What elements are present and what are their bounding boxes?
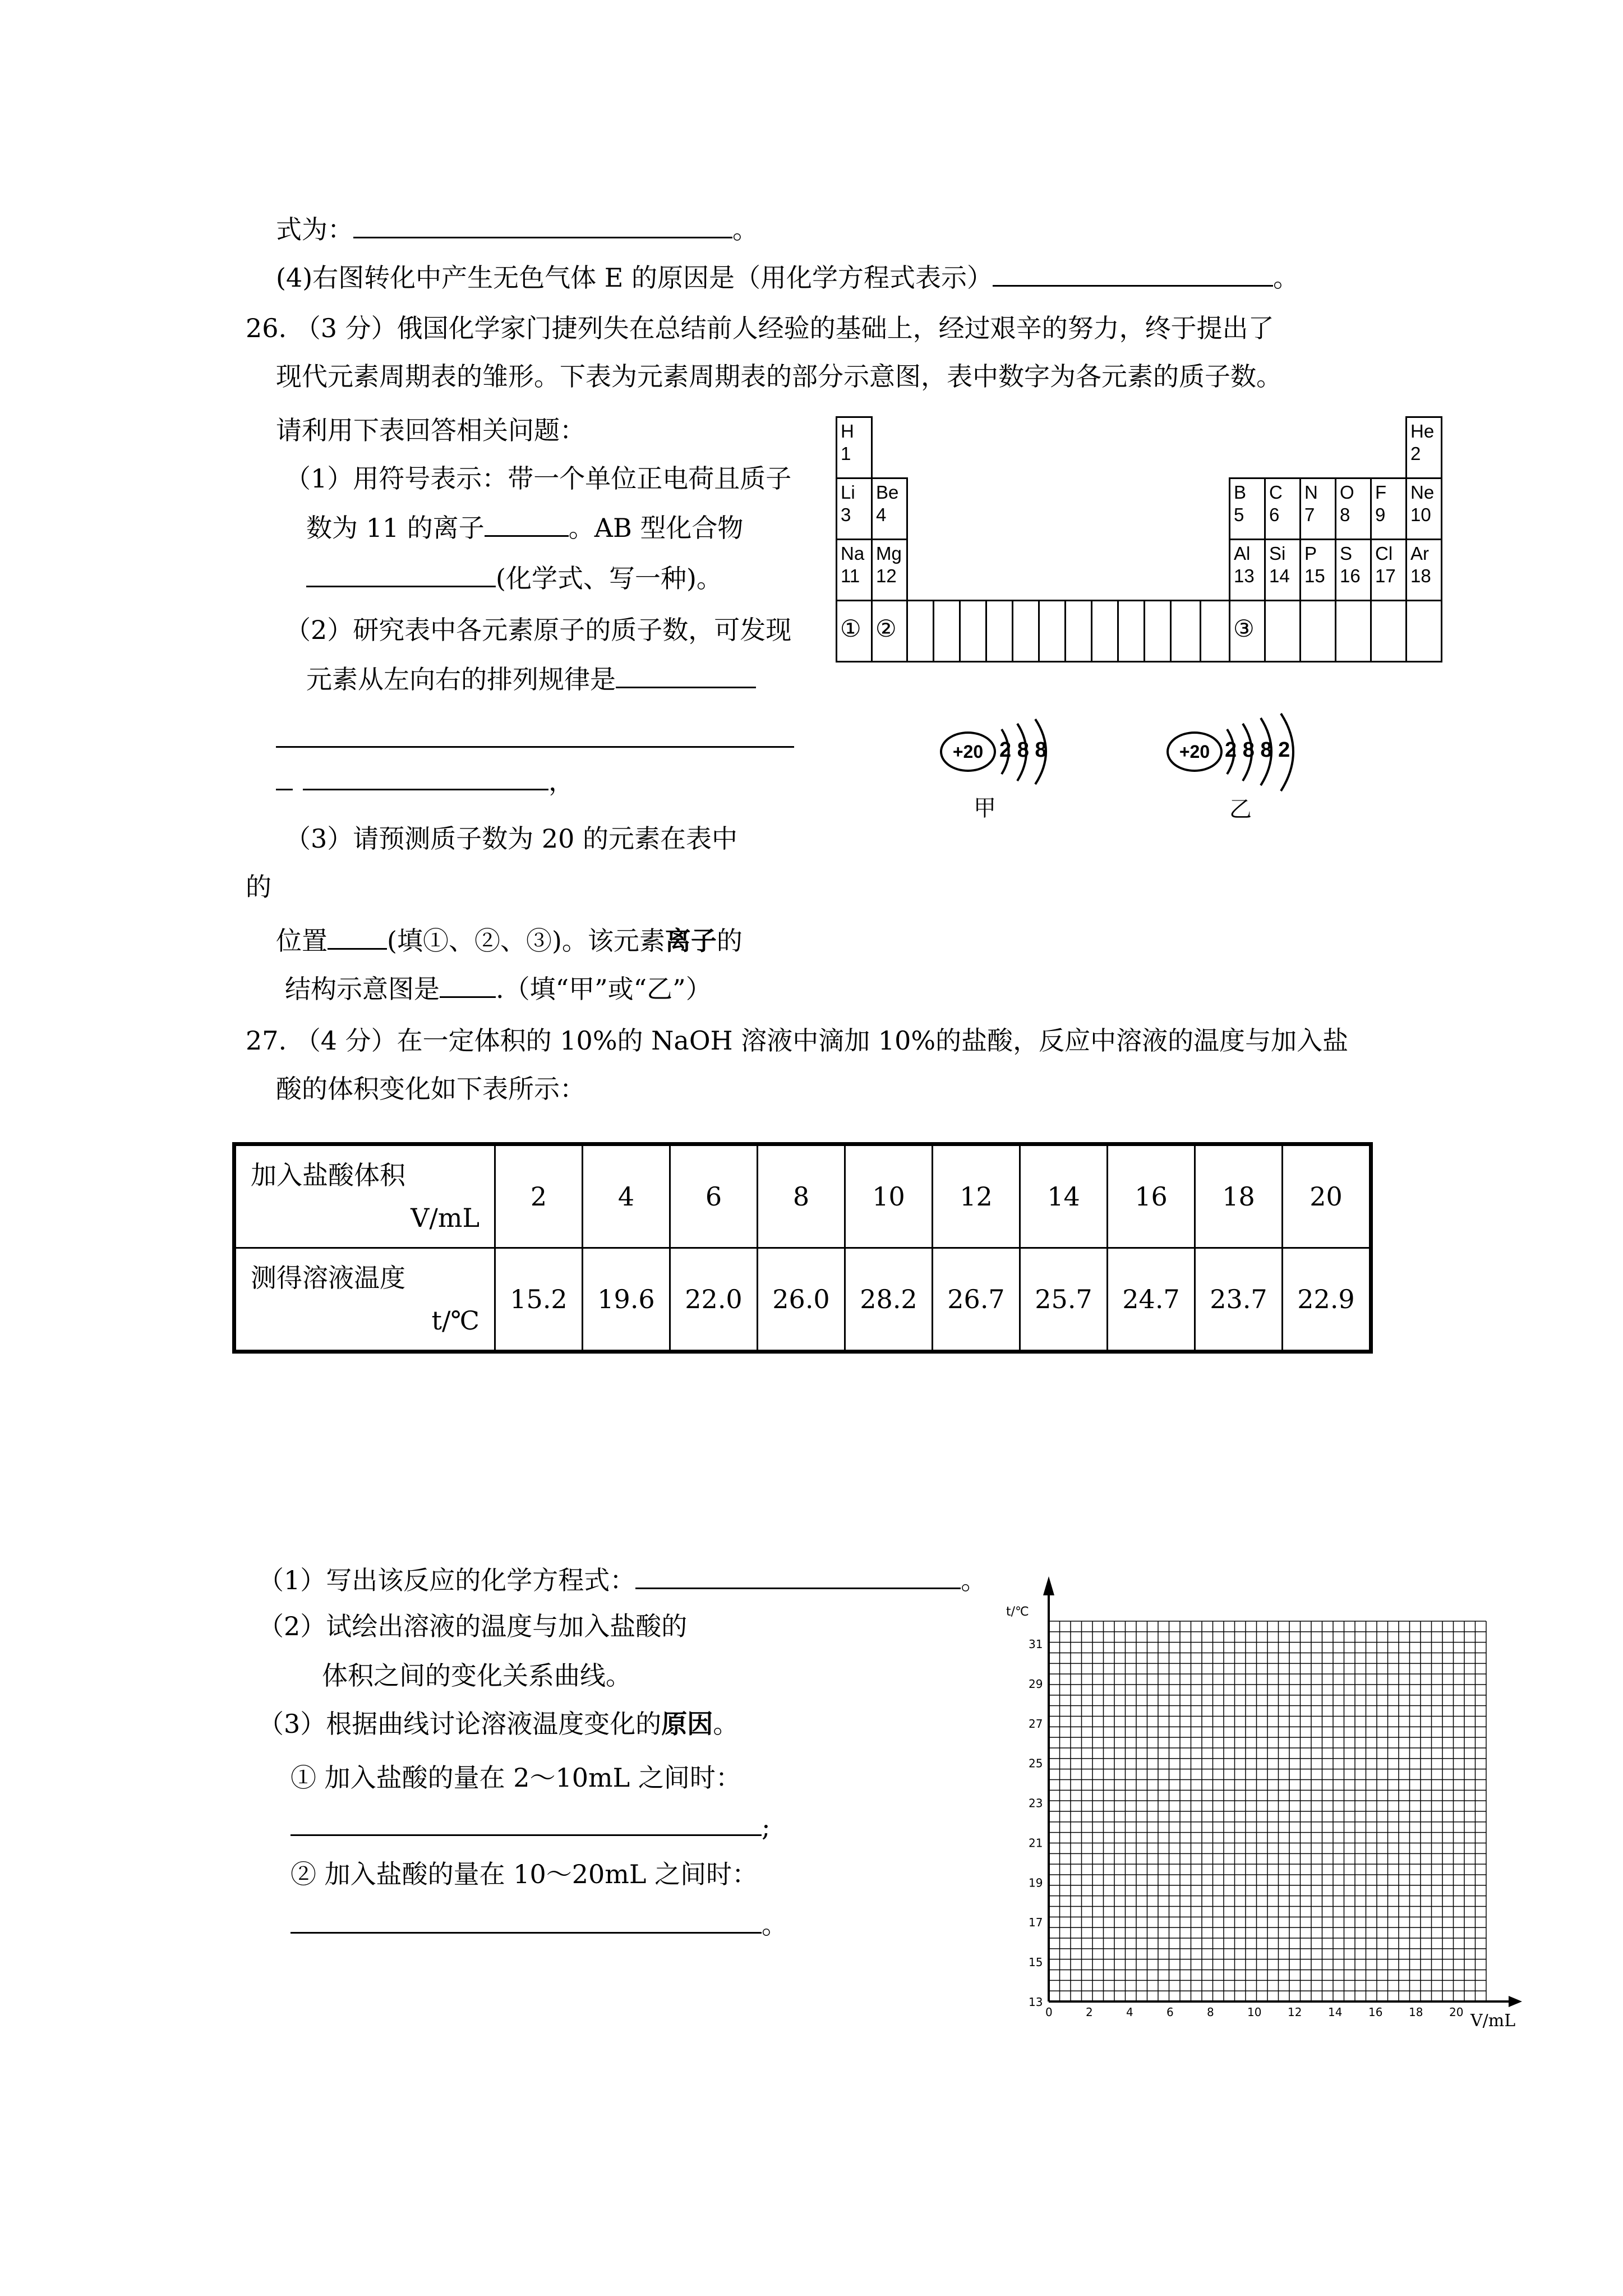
answer-blank[interactable] — [353, 212, 732, 238]
q27-sub-1-answer — [291, 1810, 771, 1843]
answer-blank[interactable] — [635, 1563, 961, 1589]
table-cell: 25.7 — [1020, 1248, 1108, 1352]
table-cell: 6 — [670, 1144, 758, 1248]
y-axis-arrow — [1043, 1576, 1054, 1595]
text: (填①、②、③)。该元素 — [387, 926, 665, 956]
y-tick-label: 25 — [1029, 1756, 1043, 1770]
element-cell: P 15 — [1299, 539, 1336, 601]
element-cell: Si 14 — [1264, 539, 1301, 601]
q26-part3-d — [285, 972, 712, 1005]
x-tick-label: 8 — [1207, 2005, 1214, 2019]
q27-sub-2: ② 加入盐酸的量在 10～20mL 之间时： — [291, 1859, 758, 1889]
position-marker-3: ③ — [1233, 615, 1255, 642]
label-yi: 乙 — [1229, 797, 1252, 822]
q26-part2-a: （2）研究表中各元素原子的质子数，可发现 — [285, 615, 792, 645]
empty-cell — [959, 600, 987, 662]
shell-arcs — [990, 718, 1063, 785]
q26-part2-d — [276, 764, 574, 798]
empty-cell — [1299, 600, 1336, 662]
element-cell: Ar 18 — [1405, 539, 1442, 601]
table-cell: 19.6 — [583, 1248, 670, 1352]
text: （1）写出该反应的化学方程式： — [258, 1565, 636, 1595]
row-header — [234, 1144, 495, 1248]
element-cell: Al 13 — [1229, 539, 1266, 601]
text: 结构示意图是 — [285, 974, 440, 1004]
header-text: 测得溶液温度 — [251, 1263, 405, 1293]
element-cell: O 8 — [1335, 477, 1372, 540]
table-cell: 10 — [845, 1144, 933, 1248]
element-cell: Cl 17 — [1370, 539, 1407, 601]
top-line-1 — [276, 212, 758, 246]
text: （3）根据曲线讨论溶液温度变化的 — [258, 1709, 662, 1739]
element-cell: N 7 — [1299, 477, 1336, 540]
table-cell: 26.7 — [933, 1248, 1020, 1352]
table-cell: 23.7 — [1195, 1248, 1283, 1352]
q27-part2-b: 体积之间的变化关系曲线。 — [322, 1660, 631, 1691]
table-row — [234, 1248, 1371, 1352]
answer-blank[interactable] — [276, 764, 293, 790]
answer-blank[interactable] — [993, 260, 1273, 287]
label-jia: 甲 — [974, 796, 996, 821]
table-cell: 24.7 — [1108, 1248, 1195, 1352]
text: (化学式、写一种)。 — [496, 563, 722, 593]
y-tick-label: 31 — [1029, 1637, 1043, 1651]
x-tick-label: 6 — [1166, 2005, 1174, 2019]
q27-line-2: 酸的体积变化如下表所示： — [276, 1074, 585, 1104]
x-tick-label: 12 — [1288, 2005, 1302, 2019]
empty-cell — [906, 600, 934, 662]
q27-sub-2-answer — [291, 1907, 787, 1941]
nucleus: +20 — [940, 731, 996, 772]
q27-line-1: 27. （4 分）在一定体积的 10%的 NaOH 溶液中滴加 10%的盐酸，反应中溶液的温度与加入盐 — [246, 1025, 1349, 1056]
element-cell: Mg 12 — [871, 539, 908, 601]
header-text: 加入盐酸体积 — [251, 1160, 405, 1190]
empty-cell — [1264, 600, 1301, 662]
empty-cell — [1064, 600, 1092, 662]
q26-part1-a: （1）用符号表示：带一个单位正电荷且质子 — [285, 463, 792, 494]
empty-cell — [1091, 600, 1119, 662]
element-cell: He 2 — [1405, 416, 1442, 479]
atom-diagram-yi — [1166, 712, 1335, 822]
table-cell: 16 — [1108, 1144, 1195, 1248]
text: 位置 — [276, 926, 328, 956]
element-cell: H 1 — [836, 416, 873, 479]
position-marker-1: ① — [840, 615, 861, 642]
line1-prefix: 式为： — [276, 214, 353, 245]
text: 。 — [961, 1565, 987, 1595]
emphasis-text: 原因 — [661, 1709, 713, 1739]
q26-part1-c — [306, 561, 722, 595]
grid-lines — [1049, 1621, 1486, 2001]
empty-cell — [985, 600, 1013, 662]
electron-shells: 2 8 8 — [999, 738, 1047, 762]
text: 数为 11 的离子 — [306, 513, 485, 543]
empty-cell — [1038, 600, 1066, 662]
q26-line-2: 现代元素周期表的雏形。下表为元素周期表的部分示意图，表中数字为各元素的质子数。 — [276, 361, 1282, 392]
element-cell: C 6 — [1264, 477, 1301, 540]
text: 。AB 型化合物 — [568, 513, 744, 543]
table-cell: 8 — [758, 1144, 845, 1248]
element-cell: Li 3 — [836, 477, 873, 540]
x-tick-label: 10 — [1247, 2005, 1262, 2019]
answer-line[interactable] — [276, 746, 794, 748]
answer-blank[interactable] — [306, 561, 496, 587]
element-cell: S 16 — [1335, 539, 1372, 601]
y-tick-label: 19 — [1029, 1876, 1043, 1890]
y-axis-label: t/℃ — [1006, 1605, 1029, 1619]
empty-cell — [1405, 600, 1442, 662]
answer-blank[interactable] — [303, 764, 548, 790]
table-cell: 18 — [1195, 1144, 1283, 1248]
empty-cell — [1117, 600, 1145, 662]
position-marker-2: ② — [875, 615, 897, 642]
table-cell: 28.2 — [845, 1248, 933, 1352]
element-cell: F 9 — [1370, 477, 1407, 540]
top-line-2 — [276, 260, 1299, 294]
text: .（填“甲”或“乙”） — [496, 974, 712, 1004]
x-tick-label: 18 — [1409, 2005, 1423, 2019]
unit-text: V/mL — [411, 1203, 479, 1233]
q27-part1 — [258, 1563, 986, 1596]
unit-text: t/℃ — [431, 1305, 479, 1336]
line1-suffix: 。 — [732, 214, 758, 245]
nucleus: +20 — [1166, 731, 1223, 772]
empty-cell — [1170, 600, 1201, 662]
q26-part3-a: （3）请预测质子数为 20 的元素在表中 — [285, 823, 738, 854]
x-tick-labels — [1045, 2005, 1463, 2019]
line2-text: (4)右图转化中产生无色气体 E 的原因是（用化学方程式表示） — [276, 263, 993, 293]
answer-blank[interactable] — [328, 923, 387, 950]
empty-cell — [1370, 600, 1407, 662]
text: 。 — [713, 1709, 739, 1739]
x-axis-label: V/mL — [1470, 2011, 1516, 2031]
table-cell: 2 — [495, 1144, 583, 1248]
y-tick-label: 21 — [1029, 1836, 1043, 1850]
row-header — [234, 1248, 495, 1352]
y-tick-label: 13 — [1029, 1995, 1043, 2009]
answer-blank[interactable] — [291, 1810, 762, 1836]
atom-diagram-jia — [940, 718, 1086, 821]
q27-part3-a — [258, 1708, 739, 1740]
q27-part2-a: （2）试绘出溶液的温度与加入盐酸的 — [258, 1611, 688, 1641]
shell-arcs — [1216, 712, 1311, 797]
element-cell: Be 4 — [871, 477, 908, 540]
x-tick-label: 4 — [1126, 2005, 1133, 2019]
x-axis-arrow — [1509, 1996, 1522, 2007]
x-tick-label: 2 — [1086, 2005, 1093, 2019]
element-cell: Ne 10 — [1405, 477, 1442, 540]
x-tick-label: 16 — [1368, 2005, 1383, 2019]
x-tick-label: 14 — [1328, 2005, 1343, 2019]
q27-sub-1: ① 加入盐酸的量在 2～10mL 之间时： — [291, 1763, 741, 1793]
answer-graph-grid[interactable] — [1004, 1571, 1525, 2031]
text: 元素从左向右的排列规律是 — [306, 664, 616, 694]
table-cell: 4 — [583, 1144, 670, 1248]
answer-blank[interactable] — [485, 510, 569, 537]
table-cell: 26.0 — [758, 1248, 845, 1352]
table-cell: 12 — [933, 1144, 1020, 1248]
empty-cell — [933, 600, 961, 662]
emphasis-text: 离子 — [665, 926, 717, 956]
y-tick-label: 23 — [1029, 1796, 1043, 1810]
table-cell: 22.9 — [1283, 1248, 1371, 1352]
y-tick-labels — [1029, 1637, 1043, 2009]
q26-part3-c — [276, 923, 743, 957]
element-cell: B 5 — [1229, 477, 1266, 540]
text: ; — [762, 1812, 771, 1842]
table-cell: 14 — [1020, 1144, 1108, 1248]
q26-part1-b — [306, 510, 743, 544]
y-tick-label: 27 — [1029, 1717, 1043, 1731]
text: 。 — [762, 1910, 787, 1940]
empty-cell — [1200, 600, 1230, 662]
empty-cell — [1144, 600, 1172, 662]
answer-blank[interactable] — [616, 662, 756, 688]
text: ， — [548, 766, 574, 797]
q26-part2-b — [306, 662, 756, 696]
y-tick-label: 29 — [1029, 1677, 1043, 1691]
periodic-table-diagram — [836, 416, 1464, 708]
q26-line-3: 请利用下表回答相关问题： — [276, 415, 585, 445]
y-tick-label: 15 — [1029, 1955, 1043, 1970]
table-cell: 22.0 — [670, 1248, 758, 1352]
data-table — [232, 1142, 1373, 1354]
q26-part3-b: 的 — [246, 872, 271, 902]
element-cell: Na 11 — [836, 539, 873, 601]
line2-suffix: 。 — [1272, 263, 1299, 293]
x-tick-label: 0 — [1045, 2005, 1053, 2019]
table-cell: 20 — [1283, 1144, 1371, 1248]
table-cell: 15.2 — [495, 1248, 583, 1352]
answer-blank[interactable] — [440, 972, 496, 998]
table-row — [234, 1144, 1371, 1248]
text: 的 — [716, 926, 743, 956]
electron-shells: 2 8 8 2 — [1225, 738, 1290, 762]
empty-cell — [1335, 600, 1372, 662]
answer-blank[interactable] — [291, 1907, 762, 1934]
y-tick-label: 17 — [1029, 1916, 1043, 1930]
q26-line-1: 26. （3 分）俄国化学家门捷列失在总结前人经验的基础上，经过艰辛的努力，终于提出了 — [246, 313, 1274, 343]
empty-cell — [1012, 600, 1040, 662]
x-tick-label: 20 — [1449, 2005, 1464, 2019]
